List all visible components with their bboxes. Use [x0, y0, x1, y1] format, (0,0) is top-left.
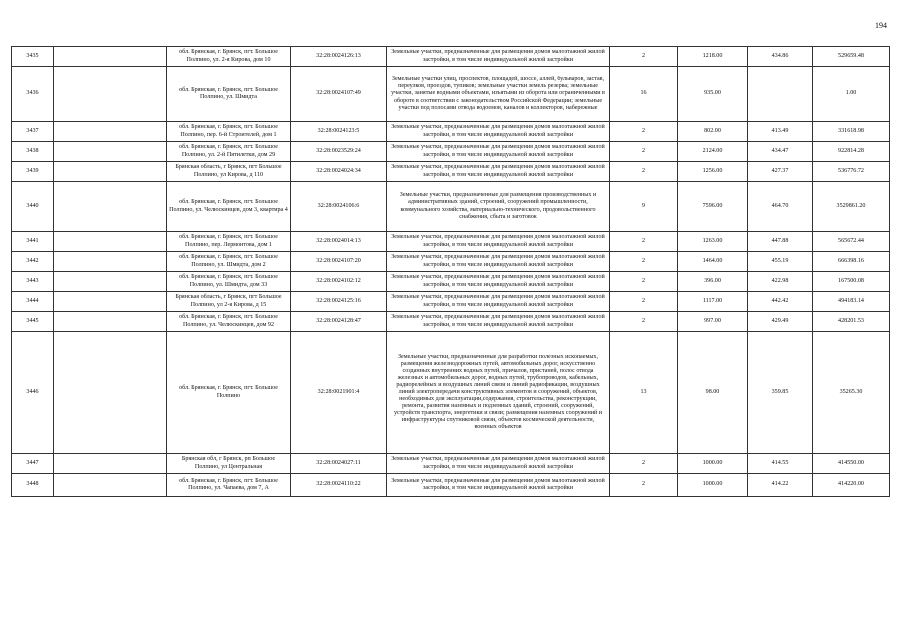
- price-cell: 447.88: [748, 232, 813, 252]
- cadastral-number-cell: 32:28:0021901:4: [291, 332, 387, 454]
- empty-cell: [54, 47, 167, 67]
- cadastral-number-cell: 32:28:0024024:34: [291, 162, 387, 182]
- table-row: [12, 122, 890, 142]
- empty-cell: [54, 142, 167, 162]
- land-purpose-cell: [387, 162, 610, 182]
- address-cell: обл. Брянская, г. Брянск, пгт. Большое Полпино, ул. Челюскинцев, дом 3, квартира 4: [167, 182, 291, 232]
- group-cell: 9: [610, 182, 678, 232]
- cadastral-value-cell: 529659.48: [813, 47, 890, 67]
- cadastral-value-cell: 922814.28: [813, 142, 890, 162]
- area-cell: 1263.00: [678, 232, 748, 252]
- area-cell: 1256.00: [678, 162, 748, 182]
- table-row: [12, 332, 890, 454]
- land-purpose-cell: [387, 292, 610, 312]
- row-number: 3440: [12, 182, 54, 232]
- empty-cell: [54, 162, 167, 182]
- land-purpose-cell: [387, 332, 610, 454]
- area-cell: 802.00: [678, 122, 748, 142]
- group-cell: 2: [610, 232, 678, 252]
- table-row: [12, 142, 890, 162]
- row-number: 3442: [12, 252, 54, 272]
- area-cell: 997.00: [678, 312, 748, 332]
- address-cell: обл. Брянская, г. Брянск, пгт. Большое Полпино: [167, 332, 291, 454]
- cadastral-number-cell: 32:28:0024126:13: [291, 47, 387, 67]
- empty-cell: [54, 292, 167, 312]
- empty-cell: [54, 454, 167, 474]
- group-cell: 2: [610, 272, 678, 292]
- row-number: 3436: [12, 67, 54, 122]
- table-row: [12, 47, 890, 67]
- address-cell: обл. Брянская, г. Брянск, пгт. Большое Полпино, ул. Шмидта, дом 33: [167, 272, 291, 292]
- group-cell: 2: [610, 122, 678, 142]
- land-purpose-cell: [387, 142, 610, 162]
- page-number: 194: [875, 21, 887, 30]
- table-row: [12, 312, 890, 332]
- table-row: [12, 272, 890, 292]
- land-purpose-cell: [387, 474, 610, 497]
- table-row: [12, 162, 890, 182]
- price-cell: 422.98: [748, 272, 813, 292]
- land-purpose-cell: [387, 312, 610, 332]
- price-cell: 442.42: [748, 292, 813, 312]
- cadastral-value-cell: 428201.53: [813, 312, 890, 332]
- row-number: 3437: [12, 122, 54, 142]
- area-cell: 935.00: [678, 67, 748, 122]
- land-purpose-text: Земельные участки, предназначенные для размещения домов малоэтажной жилой застройки, в том числе индивидуальной жилой застройки: [391, 477, 605, 491]
- price-cell: 434.86: [748, 47, 813, 67]
- land-purpose-cell: [387, 47, 610, 67]
- group-cell: 2: [610, 142, 678, 162]
- row-number: 3435: [12, 47, 54, 67]
- cadastral-value-cell: 536776.72: [813, 162, 890, 182]
- land-purpose-text: Земельные участки, предназначенные для размещения домов малоэтажной жилой застройки, в том числе индивидуальной жилой застройки: [391, 124, 605, 138]
- land-purpose-text: Земельные участки, предназначенные для размещения домов малоэтажной жилой застройки, в том числе индивидуальной жилой застройки: [391, 164, 605, 178]
- area-cell: 1218.00: [678, 47, 748, 67]
- land-purpose-text: Земельные участки, предназначенные для размещения производственных и административных зданий, строений, сооружений промышленности, коммунального хозяйства, материально-технического, продовольственного снабжения, сбыта и заготовок: [399, 192, 597, 220]
- empty-cell: [54, 232, 167, 252]
- land-purpose-cell: [387, 272, 610, 292]
- address-cell: обл. Брянская, г. Брянск, пгт. Большое Полпино, ул. Челюскинцев, дом 92: [167, 312, 291, 332]
- address-cell: обл. Брянская, г. Брянск, пгт. Большое Полпино, ул. Шмидта, дом 2: [167, 252, 291, 272]
- area-cell: 1000.00: [678, 454, 748, 474]
- row-number: 3438: [12, 142, 54, 162]
- cadastral-number-cell: 32:28:0024107:49: [291, 67, 387, 122]
- cadastral-number-cell: 32:28:0024102:12: [291, 272, 387, 292]
- empty-cell: [54, 312, 167, 332]
- area-cell: 396.00: [678, 272, 748, 292]
- price-cell: 414.55: [748, 454, 813, 474]
- area-cell: 7596.00: [678, 182, 748, 232]
- area-cell: 2124.00: [678, 142, 748, 162]
- cadastral-number-cell: 32:28:0023529:24: [291, 142, 387, 162]
- group-cell: 2: [610, 162, 678, 182]
- land-purpose-cell: [387, 182, 610, 232]
- row-number: 3441: [12, 232, 54, 252]
- row-number: 3439: [12, 162, 54, 182]
- area-cell: 98.00: [678, 332, 748, 454]
- address-cell: обл. Брянская, г. Брянск, пгт. Большое Полпино, ул. Шмидта: [167, 67, 291, 122]
- cadastral-number-cell: 32:28:0024110:22: [291, 474, 387, 497]
- land-purpose-cell: [387, 67, 610, 122]
- land-purpose-text: Земельные участки, предназначенные для размещения домов малоэтажной жилой застройки, в том числе индивидуальной жилой застройки: [391, 234, 605, 248]
- cadastral-value-cell: 1.00: [813, 67, 890, 122]
- address-cell: обл. Брянская, г. Брянск, пгт. Большое Полпино, пер. Лермонтова, дом 1: [167, 232, 291, 252]
- price-cell: 464.70: [748, 182, 813, 232]
- cadastral-value-cell: 414550.00: [813, 454, 890, 474]
- area-cell: 1117.00: [678, 292, 748, 312]
- row-number: 3444: [12, 292, 54, 312]
- empty-cell: [54, 252, 167, 272]
- cadastral-number-cell: 32:28:0024027:11: [291, 454, 387, 474]
- cadastral-value-cell: 167500.08: [813, 272, 890, 292]
- price-cell: 359.85: [748, 332, 813, 454]
- land-purpose-text: Земельные участки, предназначенные для размещения домов малоэтажной жилой застройки, в том числе индивидуальной жилой застройки: [391, 294, 605, 308]
- cadastral-number-cell: 32:28:0024107:20: [291, 252, 387, 272]
- cadastral-number-cell: 32:28:0024014:13: [291, 232, 387, 252]
- empty-cell: [54, 332, 167, 454]
- row-number: 3447: [12, 454, 54, 474]
- table-row: [12, 232, 890, 252]
- land-purpose-cell: [387, 454, 610, 474]
- price-cell: 427.37: [748, 162, 813, 182]
- table-row: [12, 67, 890, 122]
- cadastral-number-cell: 32:28:0024125:16: [291, 292, 387, 312]
- address-cell: обл. Брянская, г. Брянск, пгт. Большое Полпино, пер. 6-й Строителей, дом 1: [167, 122, 291, 142]
- land-purpose-text: Земельные участки, предназначенные для размещения домов малоэтажной жилой застройки, в том числе индивидуальной жилой застройки: [391, 314, 605, 328]
- area-cell: 1464.00: [678, 252, 748, 272]
- empty-cell: [54, 182, 167, 232]
- cadastral-number-cell: 32:28:0024128:47: [291, 312, 387, 332]
- land-purpose-text: Земельные участки, предназначенные для разработки полезных ископаемых, размещения железнодорожных путей, автомобильных дорог, искусственно созданных внутренних водных путей, причалов, пристаней, полос отвода железных и автомобильных дорог, водных путей, трубопроводов, кабельных, радиорелейных и воздушных линий связи и линий радиофикации, воздушных линий электропередачи конструктивных элементов и сооружений, объектов, необходимых для эксплуатации,содержания, строительства, реконструкции, ремонта, развития наземных и подземных зданий, строений, сооружений, устройств транспорта, энергетики и связи; размещения наземных сооружений и инфраструктуры спутниковой связи, объектов космической деятельности, военных объектов: [393, 353, 603, 431]
- cadastral-value-cell: 565672.44: [813, 232, 890, 252]
- address-cell: Брянская обл, г Брянск, рп Большое Полпино, ул Центральная: [167, 454, 291, 474]
- cadastral-value-cell: 414220.00: [813, 474, 890, 497]
- table-row: [12, 182, 890, 232]
- land-purpose-cell: [387, 232, 610, 252]
- address-cell: обл. Брянская, г. Брянск, пгт. Большое Полпино, ул. Чапаева, дом 7, А: [167, 474, 291, 497]
- cadastral-value-cell: 494183.14: [813, 292, 890, 312]
- price-cell: 434.47: [748, 142, 813, 162]
- row-number: 3446: [12, 332, 54, 454]
- table-row: [12, 292, 890, 312]
- price-cell: 429.49: [748, 312, 813, 332]
- row-number: 3448: [12, 474, 54, 497]
- group-cell: 2: [610, 47, 678, 67]
- cadastral-value-table: [11, 46, 890, 497]
- empty-cell: [54, 272, 167, 292]
- empty-cell: [54, 67, 167, 122]
- cadastral-value-cell: 3529861.20: [813, 182, 890, 232]
- table-row: [12, 252, 890, 272]
- row-number: 3445: [12, 312, 54, 332]
- cadastral-number-cell: 32:28:0024123:5: [291, 122, 387, 142]
- land-purpose-text: Земельные участки, предназначенные для размещения домов малоэтажной жилой застройки, в том числе индивидуальной жилой застройки: [391, 254, 605, 268]
- area-cell: 1000.00: [678, 474, 748, 497]
- address-cell: Брянская область, г Брянск, пгт Большое Полпино, ул 2-я Кирова, д 15: [167, 292, 291, 312]
- address-cell: обл. Брянская, г. Брянск, пгт. Большое Полпино, ул. 2-й Пятилетки, дом 29: [167, 142, 291, 162]
- group-cell: 2: [610, 292, 678, 312]
- land-purpose-text: Земельные участки, предназначенные для размещения домов малоэтажной жилой застройки, в том числе индивидуальной жилой застройки: [391, 274, 605, 288]
- cadastral-value-cell: 35265.30: [813, 332, 890, 454]
- empty-cell: [54, 122, 167, 142]
- cadastral-value-cell: 666398.16: [813, 252, 890, 272]
- land-purpose-text: Земельные участки, предназначенные для размещения домов малоэтажной жилой застройки, в том числе индивидуальной жилой застройки: [391, 144, 605, 158]
- group-cell: 2: [610, 454, 678, 474]
- group-cell: 16: [610, 67, 678, 122]
- price-cell: 414.22: [748, 474, 813, 497]
- row-number: 3443: [12, 272, 54, 292]
- land-purpose-cell: [387, 122, 610, 142]
- land-purpose-text: Земельные участки, предназначенные для размещения домов малоэтажной жилой застройки, в том числе индивидуальной жилой застройки: [391, 49, 605, 63]
- land-purpose-text: Земельные участки, предназначенные для размещения домов малоэтажной жилой застройки, в том числе индивидуальной жилой застройки: [391, 456, 605, 470]
- table-row: [12, 454, 890, 474]
- group-cell: 2: [610, 312, 678, 332]
- group-cell: 2: [610, 474, 678, 497]
- table-row: [12, 474, 890, 497]
- group-cell: 13: [610, 332, 678, 454]
- empty-cell: [54, 474, 167, 497]
- group-cell: 2: [610, 252, 678, 272]
- address-cell: обл. Брянская, г. Брянск, пгт. Большое Полпино, ул. 2-я Кирова, дом 10: [167, 47, 291, 67]
- price-cell: [748, 67, 813, 122]
- land-purpose-cell: [387, 252, 610, 272]
- price-cell: 455.19: [748, 252, 813, 272]
- cadastral-value-cell: 331618.98: [813, 122, 890, 142]
- address-cell: Брянская область, г Брянск, пгт Большое Полпино, ул Кирова, д 110: [167, 162, 291, 182]
- land-purpose-text: Земельные участки улиц, проспектов, площадей, шоссе, аллей, бульваров, застав, переулков, проездов, тупиков; земельные участки земель резерва; земельные участки, занятые водными объектами, изъятыми из оборота или ограниченными в обороте в соответствии с законодательством Российской Федерации; земельные участки под полосами отвода водоемов, каналов и коллекторов, набережные: [391, 76, 605, 111]
- cadastral-number-cell: 32:28:0024106:6: [291, 182, 387, 232]
- price-cell: 413.49: [748, 122, 813, 142]
